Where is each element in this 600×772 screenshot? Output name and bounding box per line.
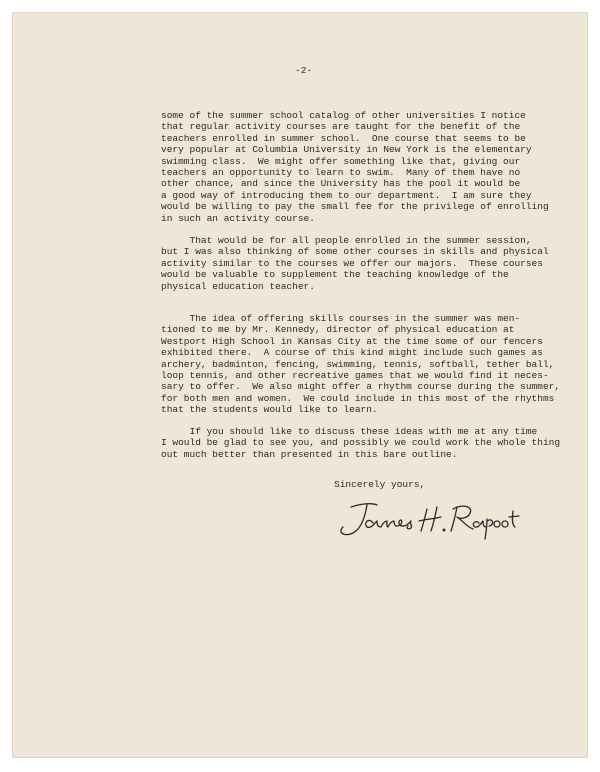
paragraph-3: The idea of offering skills courses in the summer was men- tioned to me by Mr. Kennedy, director of physical education at Westport High School in Kansas City at the time some of our fencers exhibited there. A course of this kind might include such games as archery, badminton, fencing, swimming, tennis, softball, tether ball, loop tennis, and other recreative games that we would find it neces- sary to offer. We also might offer a rhythm course during the summer, for both men and women. We could include in this most of the rhythms that the students would like to learn.	[161, 313, 561, 416]
signature-graphic	[323, 493, 523, 543]
closing-salutation: Sincerely yours,	[334, 479, 426, 490]
page-number: -2-	[295, 65, 313, 76]
paragraph-4: If you should like to discuss these ideas with me at any time I would be glad to see you, and possibly we could work the whole thing out much better than presented in this bare outline.	[161, 426, 561, 460]
letter-page	[12, 12, 588, 758]
paragraph-1: some of the summer school catalog of other universities I notice that regular activity courses are taught for the benefit of the teachers enrolled in summer school. One course that seems to be very popular at Columbia University in New York is the elementary swimming class. We might offer something like that, giving our teachers an opportunity to learn to swim. Many of them have no other chance, and since the University has the pool it would be a good way of introducing them to our department. I am sure they would be willing to pay the small fee for the privilege of enrolling in such an activity course.	[161, 110, 549, 224]
paragraph-2: That would be for all people enrolled in the summer session, but I was also thinking of some other courses in skills and physical activity similar to the courses we offer our majors. These courses would be valuable to supplement the teaching knowledge of the physical education teacher.	[161, 235, 549, 292]
handwritten-signature	[323, 493, 523, 543]
